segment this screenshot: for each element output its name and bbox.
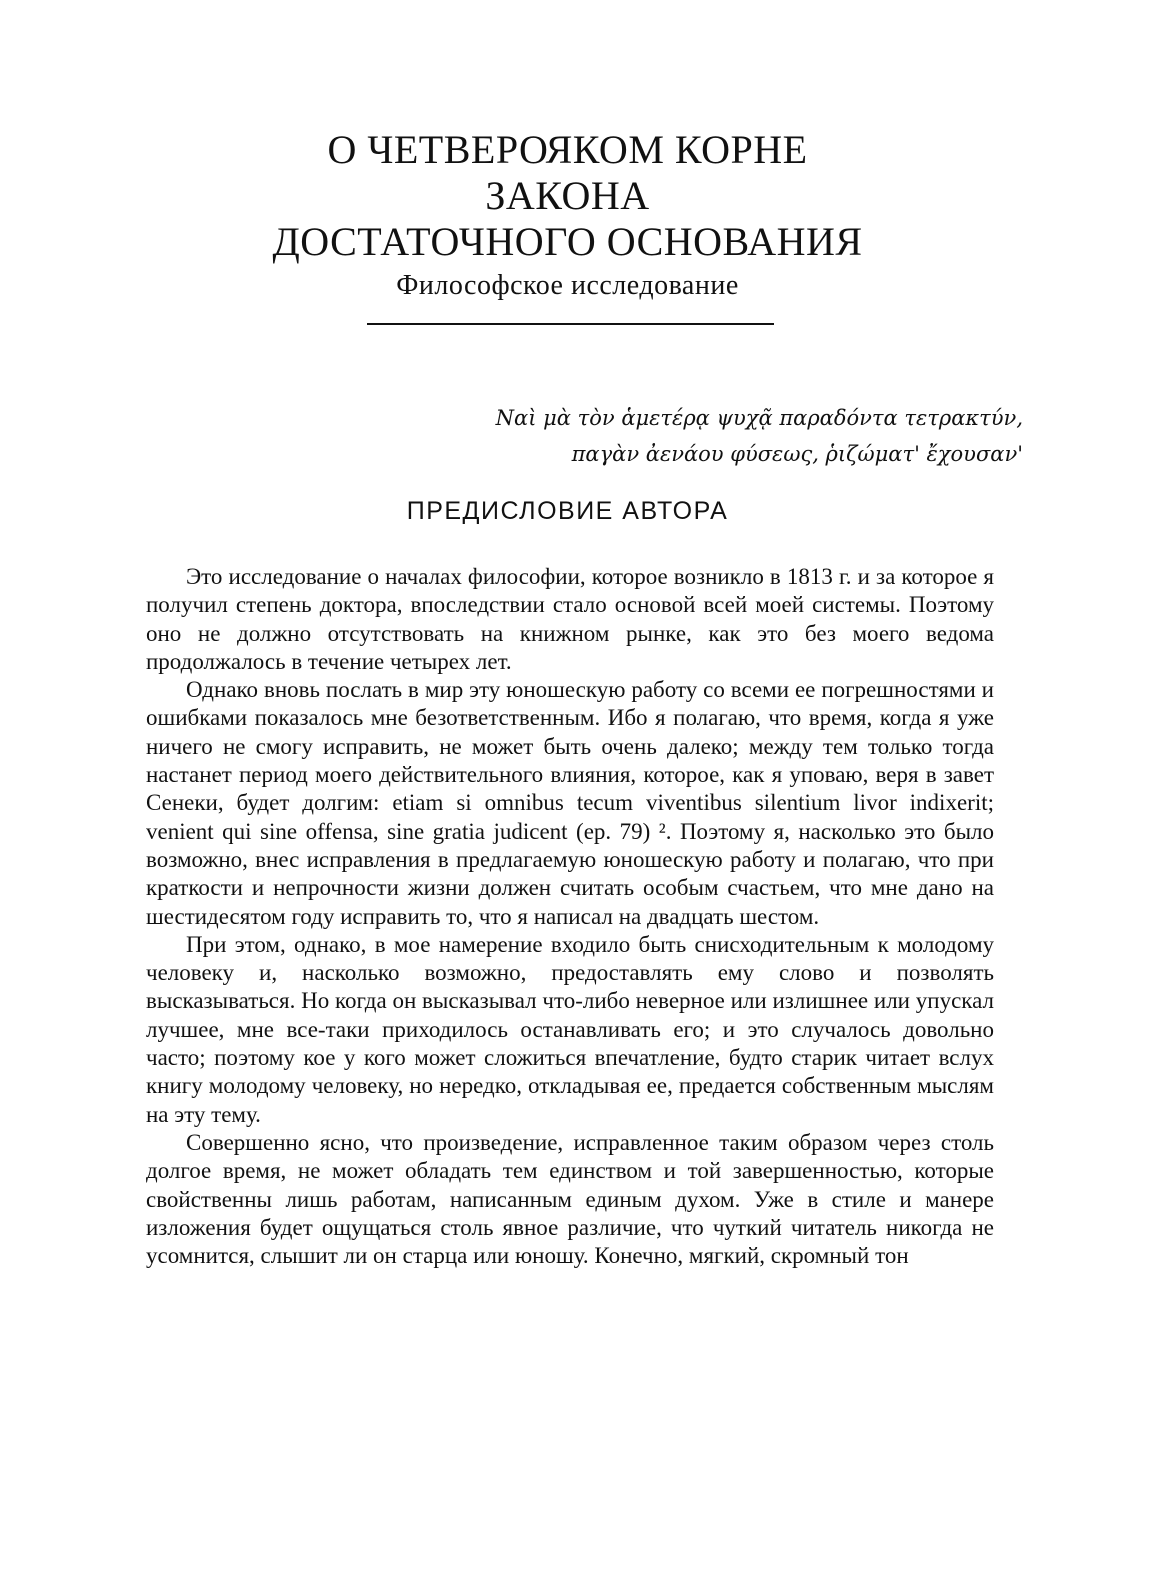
title-line-2: ЗАКОНА [485,173,650,218]
paragraph-2: Однако вновь послать в мир эту юношескую работу со всеми ее погрешностями и ошибками показалось мне безответственным. Ибо я полагаю, что время, когда я уже ничего не смогу исправить, не может быть очень далеко; между тем только тогда настанет период моего действительного влияния, которое, как я уповаю, веря в завет Сенеки, будет долгим: etiam si omnibus tecum viventibus silentium livor indixerit; venient qui sine offensa, sine gratia judicent (ep. 79) ². Поэтому я, насколько это было возможно, внес исправления в предлагаемую юношескую работу и полагаю, что при краткости и непрочности жизни должен считать особым счастьем, что мне дано на шестидесятом году исправить то, что я написал на двадцать шестом. [146,677,994,929]
epigraph-line-1: Ναὶ μὰ τὸν ἁμετέρᾳ ψυχᾷ παραδόντα τετρακτύν, [495,406,1023,430]
title-line-3: ДОСТАТОЧНОГО ОСНОВАНИЯ [272,219,863,264]
preface-body [146,563,994,1270]
paragraph-3: При этом, однако, в мое намерение входило быть снисходительным к молодому человеку и, насколько возможно, предоставлять ему слово и позволять высказываться. Но когда он высказывал что-либо неверное или излишнее или упускал лучшее, мне все-таки приходилось останавливать его; и это случалось довольно часто; поэтому кое у кого может сложиться впечатление, будто старик читает вслух книгу молодому человеку, но нередко, откладывая ее, предается собственным мыслям на эту тему. [146,931,994,1127]
title-divider [367,323,774,325]
section-heading: ПРЕДИСЛОВИЕ АВТОРА [406,497,729,525]
title-line-1: О ЧЕТВЕРОЯКОМ КОРНЕ [327,127,808,172]
epigraph-line-2: παγὰν ἀενάου φύσεως, ῥιζώματ' ἔχουσαν' [571,442,1023,466]
paragraph-4: Совершенно ясно, что произведение, исправленное таким образом через столь долгое время, не может обладать тем единством и той завершенностью, которые свойственны лишь работам, написанным единым духом. Уже в стиле и манере изложения будет ощущаться столь явное различие, что чуткий читатель никогда не усомнится, слышит ли он старца или юношу. Конечно, мягкий, скромный тон [146,1129,994,1269]
title-block [0,127,1135,305]
subtitle: Философское исследование [396,270,739,301]
greek-epigraph [463,400,1023,472]
paragraph-1: Это исследование о началах философии, которое возникло в 1813 г. и за которое я получил степень доктора, впоследствии стало основой всей моей системы. Поэтому оно не должно отсутствовать на книжном рынке, как это без моего ведома продолжалось в течение четырех лет. [146,564,994,674]
